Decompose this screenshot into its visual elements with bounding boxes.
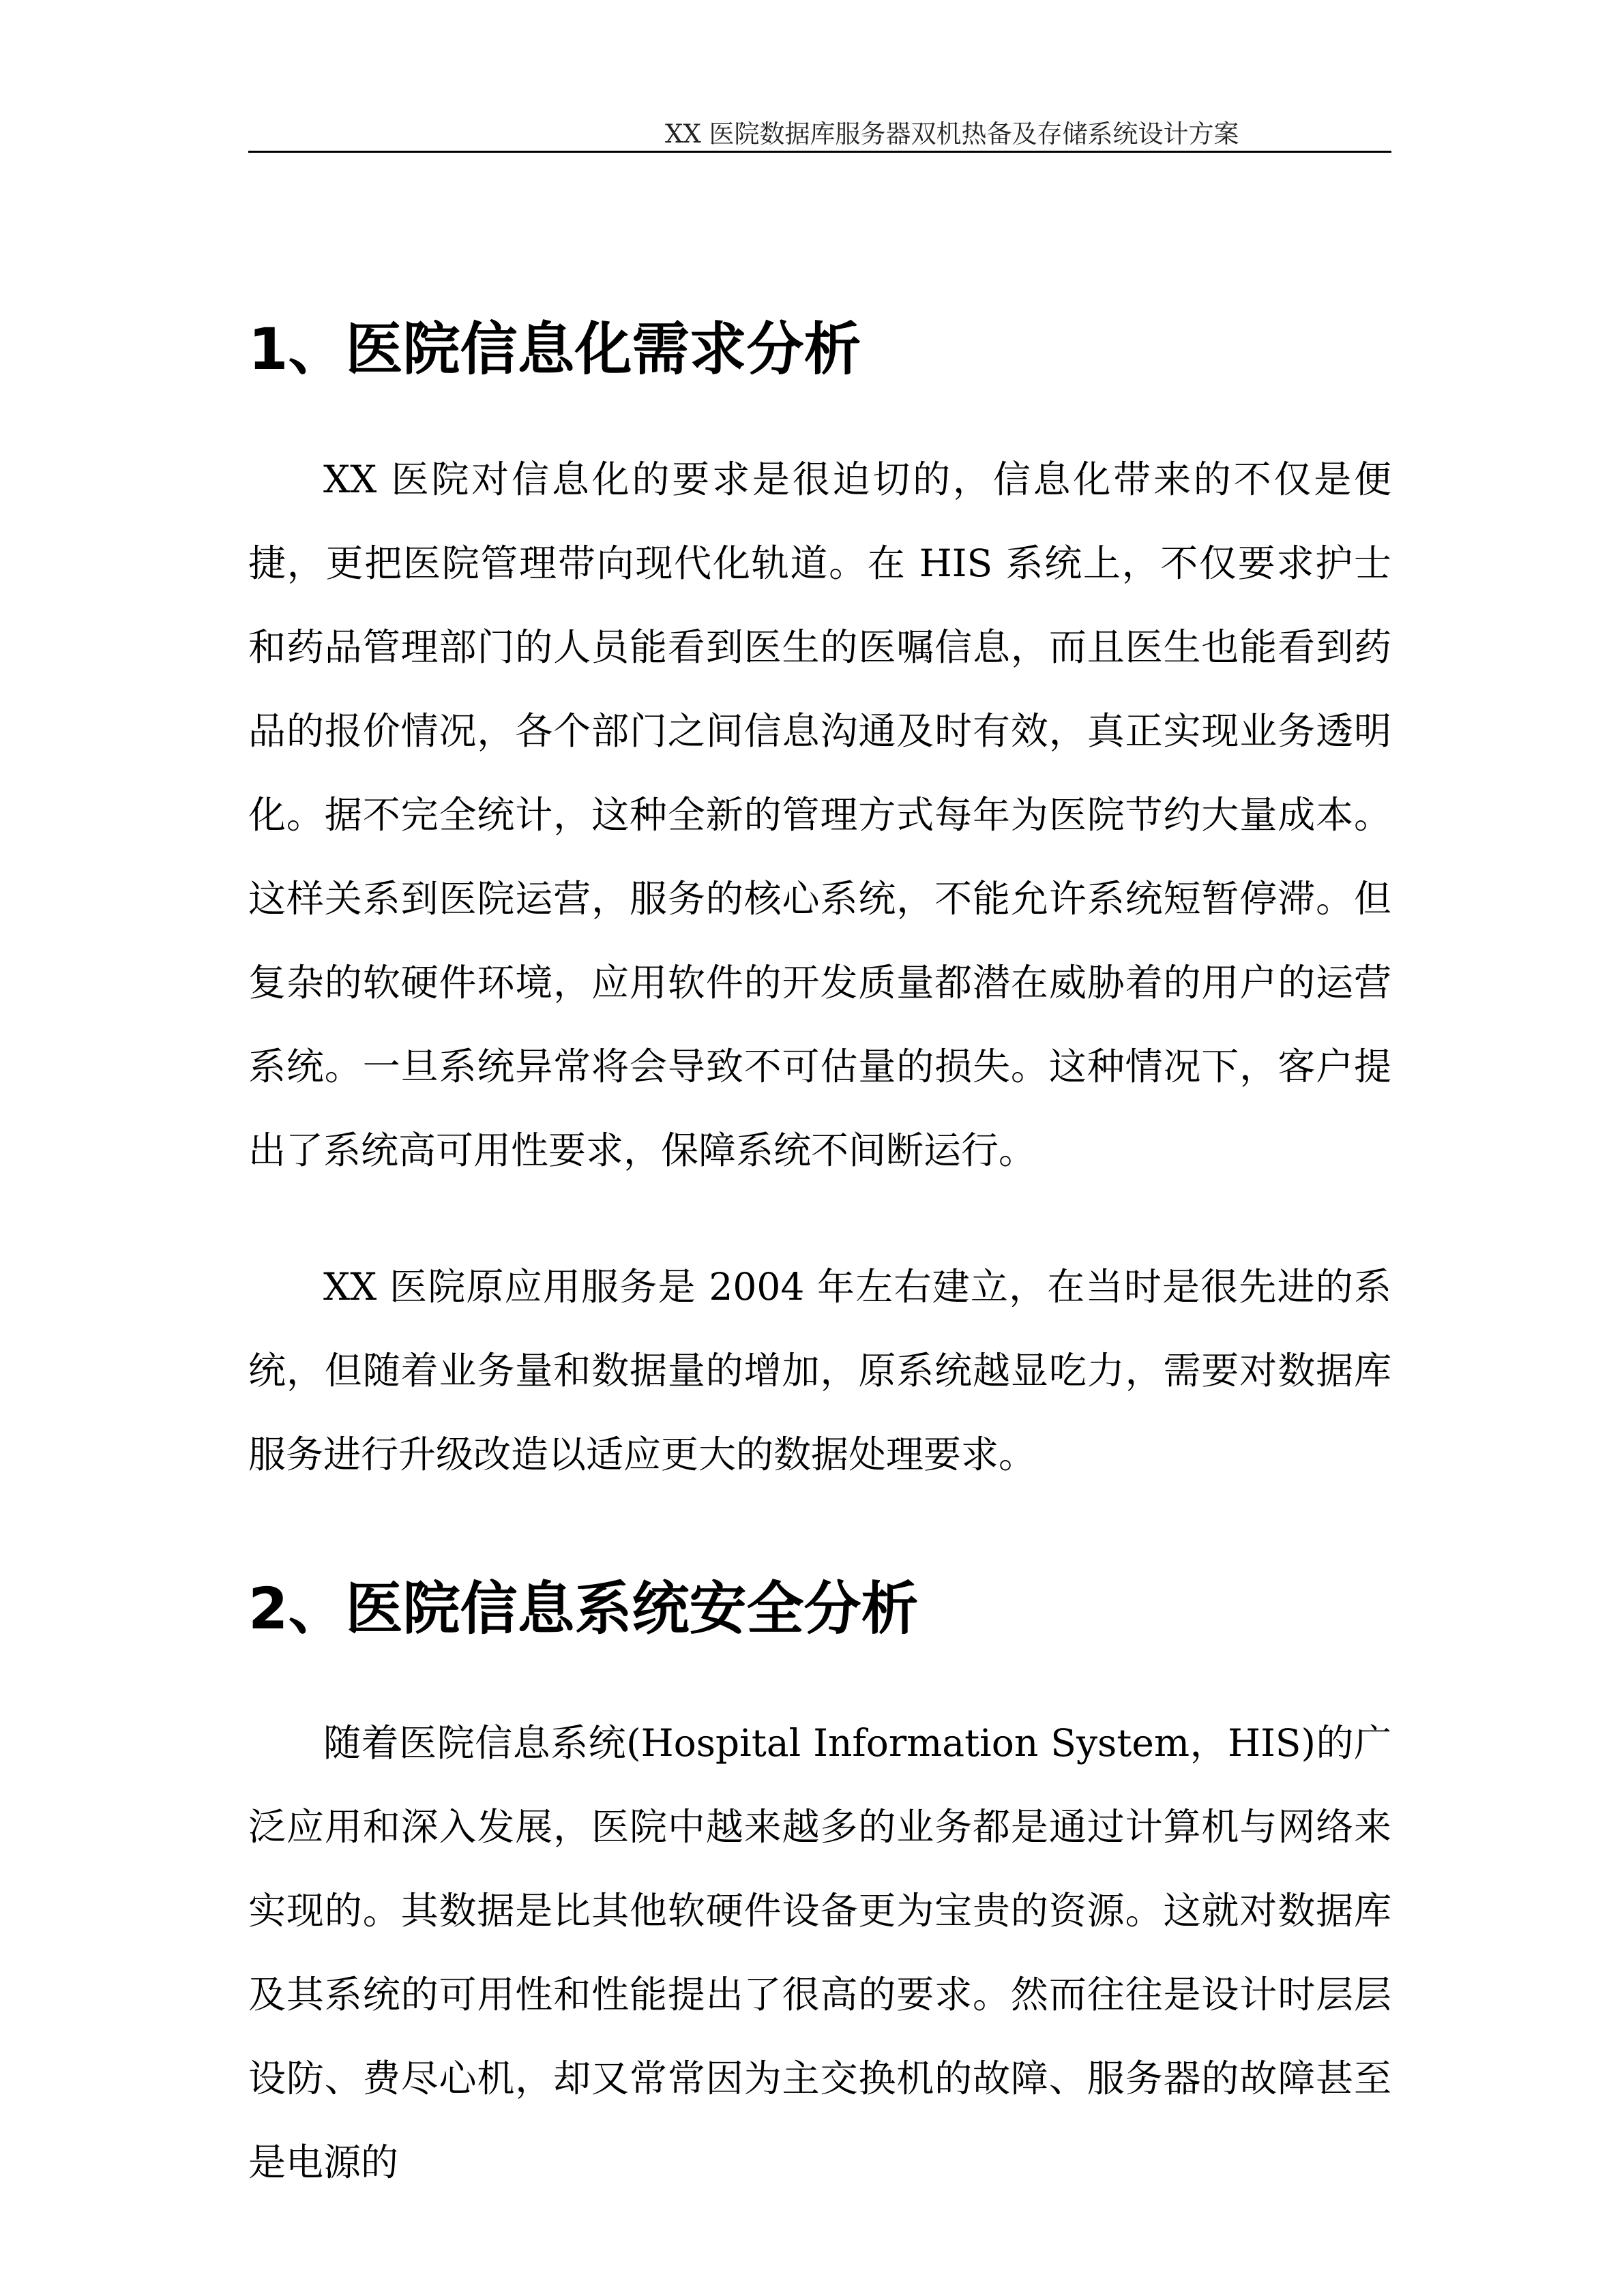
section-1-paragraph-1: XX 医院对信息化的要求是很迫切的，信息化带来的不仅是便捷，更把医院管理带向现代化轨道。在 HIS 系统上，不仅要求护士和药品管理部门的人员能看到医生的医嘱信息，而且医生也能看到药品的报价情况，各个部门之间信息沟通及时有效，真正实现业务透明化。据不完全统计，这种全新的管理方式每年为医院节约大量成本。这样关系到医院运营，服务的核心系统，不能允许系统短暂停滞。但复杂的软硬件环境，应用软件的开发质量都潜在威胁着的用户的运营系统。一旦系统异常将会导致不可估量的损失。这种情况下，客户提出了系统高可用性要求，保障系统不间断运行。 bbox=[248, 458, 1391, 1172]
section-heading-1: 1、医院信息化需求分析 bbox=[248, 316, 861, 383]
header-divider bbox=[248, 151, 1391, 153]
section-heading-2: 2、医院信息系统安全分析 bbox=[248, 1575, 919, 1642]
section-1-paragraph-2: XX 医院原应用服务是 2004 年左右建立，在当时是很先进的系统，但随着业务量和数据量的增加，原系统越显吃力，需要对数据库服务进行升级改造以适应更大的数据处理要求。 bbox=[248, 1265, 1391, 1476]
header-title: XX 医院数据库服务器双机热备及存储系统设计方案 bbox=[665, 119, 1239, 149]
section-2-paragraph-1: 随着医院信息系统(Hospital Information System，HIS)的广泛应用和深入发展，医院中越来越多的业务都是通过计算机与网络来实现的。其数据是比其他软硬件设备更为宝贵的资源。这就对数据库及其系统的可用性和性能提出了很高的要求。然而往往是设计时层层设防、费尽心机，却又常常因为主交换机的故障、服务器的故障甚至是电源的 bbox=[248, 1721, 1391, 2184]
